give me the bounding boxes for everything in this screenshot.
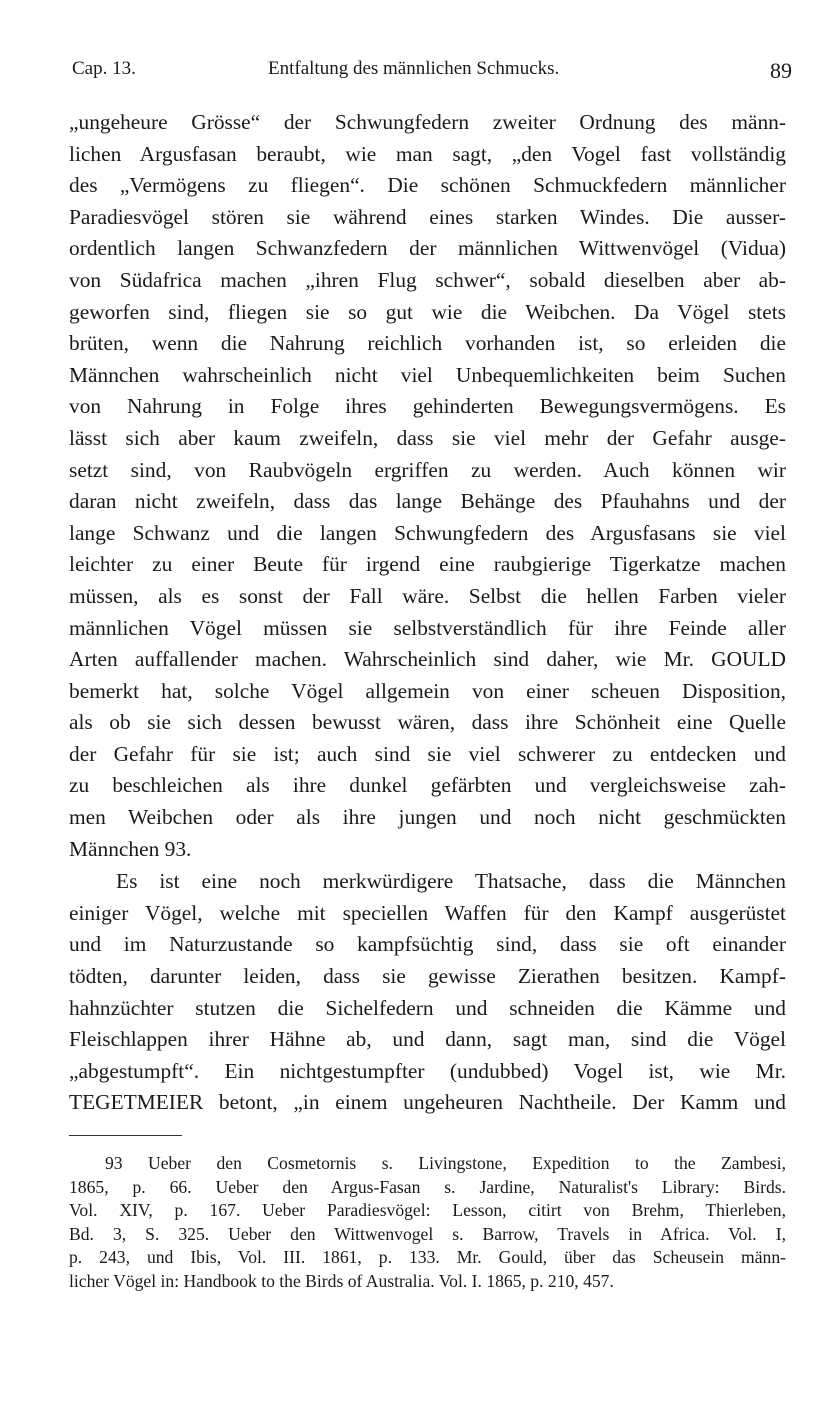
text-line: ordentlich langen Schwanzfedern der männlichen Wittwenvögel (Vidua) xyxy=(69,236,786,261)
text-line: daran nicht zweifeln, dass das lange Behänge des Pfauhahns und der xyxy=(69,489,786,514)
text-line: Paradiesvögel stören sie während eines starken Windes. Die ausser- xyxy=(69,204,786,229)
footnote-line: licher Vögel in: Handbook to the Birds of Australia. Vol. I. 1865, p. 210, 457. xyxy=(69,1270,614,1291)
text-line: männlichen Vögel müssen sie selbstverständlich für ihre Feinde aller xyxy=(69,615,786,640)
text-line: lange Schwanz und die langen Schwungfedern des Argusfasans sie viel xyxy=(69,520,786,545)
text-line: müssen, als es sonst der Fall wäre. Selbst die hellen Farben vieler xyxy=(69,583,786,608)
text-line: Arten auffallender machen. Wahrscheinlich sind daher, wie Mr. GOULD xyxy=(69,647,786,672)
text-line: Männchen 93. xyxy=(69,836,192,861)
chapter-label: Cap. 13. xyxy=(72,58,136,79)
footnote-separator xyxy=(69,1135,182,1136)
text-line: setzt sind, von Raubvögeln ergriffen zu werden. Auch können wir xyxy=(69,457,786,482)
footnote-line: 1865, p. 66. Ueber den Argus-Fasan s. Jardine, Naturalist's Library: Birds. xyxy=(69,1176,786,1197)
text-line: als ob sie sich dessen bewusst wären, dass ihre Schönheit eine Quelle xyxy=(69,710,786,735)
paragraph-2 xyxy=(69,866,786,1119)
running-header xyxy=(72,58,792,88)
text-line: geworfen sind, fliegen sie so gut wie die Weibchen. Da Vögel stets xyxy=(69,299,786,324)
text-line: und im Naturzustande so kampfsüchtig sind, dass sie oft einander xyxy=(69,932,786,957)
footnote-93 xyxy=(69,1152,786,1294)
text-line: lässt sich aber kaum zweifeln, dass sie viel mehr der Gefahr ausge- xyxy=(69,425,786,450)
running-title: Entfaltung des männlichen Schmucks. xyxy=(268,58,560,79)
text-line: von Nahrung in Folge ihres gehinderten Bewegungsvermögens. Es xyxy=(69,394,786,419)
footnote-line: Vol. XIV, p. 167. Ueber Paradiesvögel: Lesson, citirt von Brehm, Thierleben, xyxy=(69,1200,786,1221)
text-line: leichter zu einer Beute für irgend eine raubgierige Tigerkatze machen xyxy=(69,552,786,577)
text-line: lichen Argusfasan beraubt, wie man sagt, „den Vogel fast vollständig xyxy=(69,141,786,166)
text-line: „ungeheure Grösse“ der Schwungfedern zweiter Ordnung des männ- xyxy=(69,110,786,134)
page-number: 89 xyxy=(770,58,792,83)
text-line: Es ist eine noch merkwürdigere Thatsache, dass die Männchen xyxy=(116,869,786,894)
text-line: einiger Vögel, welche mit speciellen Waffen für den Kampf ausgerüstet xyxy=(69,900,786,925)
main-text xyxy=(69,107,786,1119)
text-line: der Gefahr für sie ist; auch sind sie viel schwerer zu entdecken und xyxy=(69,741,786,766)
footnote-line: 93 Ueber den Cosmetornis s. Livingstone, Expedition to the Zambesi, xyxy=(105,1153,786,1173)
text-line: brüten, wenn die Nahrung reichlich vorhanden ist, so erleiden die xyxy=(69,331,786,356)
text-line: zu beschleichen als ihre dunkel gefärbten und vergleichsweise zah- xyxy=(69,773,786,798)
text-line: des „Vermögens zu fliegen“. Die schönen Schmuckfedern männlicher xyxy=(69,173,786,198)
text-line: bemerkt hat, solche Vögel allgemein von einer scheuen Disposition, xyxy=(69,678,786,703)
text-line: tödten, darunter leiden, dass sie gewisse Zierathen besitzen. Kampf- xyxy=(69,964,786,989)
text-line: von Südafrica machen „ihren Flug schwer“, sobald dieselben aber ab- xyxy=(69,267,786,292)
text-line: „abgestumpft“. Ein nichtgestumpfter (undubbed) Vogel ist, wie Mr. xyxy=(69,1058,786,1083)
text-line: hahnzüchter stutzen die Sichelfedern und schneiden die Kämme und xyxy=(69,995,786,1020)
footnote-line: p. 243, und Ibis, Vol. III. 1861, p. 133. Mr. Gould, über das Scheusein männ- xyxy=(69,1247,786,1268)
footnote-line: Bd. 3, S. 325. Ueber den Wittwenvogel s. Barrow, Travels in Africa. Vol. I, xyxy=(69,1223,786,1244)
text-line: Männchen wahrscheinlich nicht viel Unbequemlichkeiten beim Suchen xyxy=(69,362,786,387)
paragraph-1 xyxy=(69,107,786,865)
text-line: men Weibchen oder als ihre jungen und noch nicht geschmückten xyxy=(69,805,786,830)
text-line: Fleischlappen ihrer Hähne ab, und dann, sagt man, sind die Vögel xyxy=(69,1027,786,1052)
text-line: TEGETMEIER betont, „in einem ungeheuren Nachtheile. Der Kamm und xyxy=(69,1090,786,1115)
